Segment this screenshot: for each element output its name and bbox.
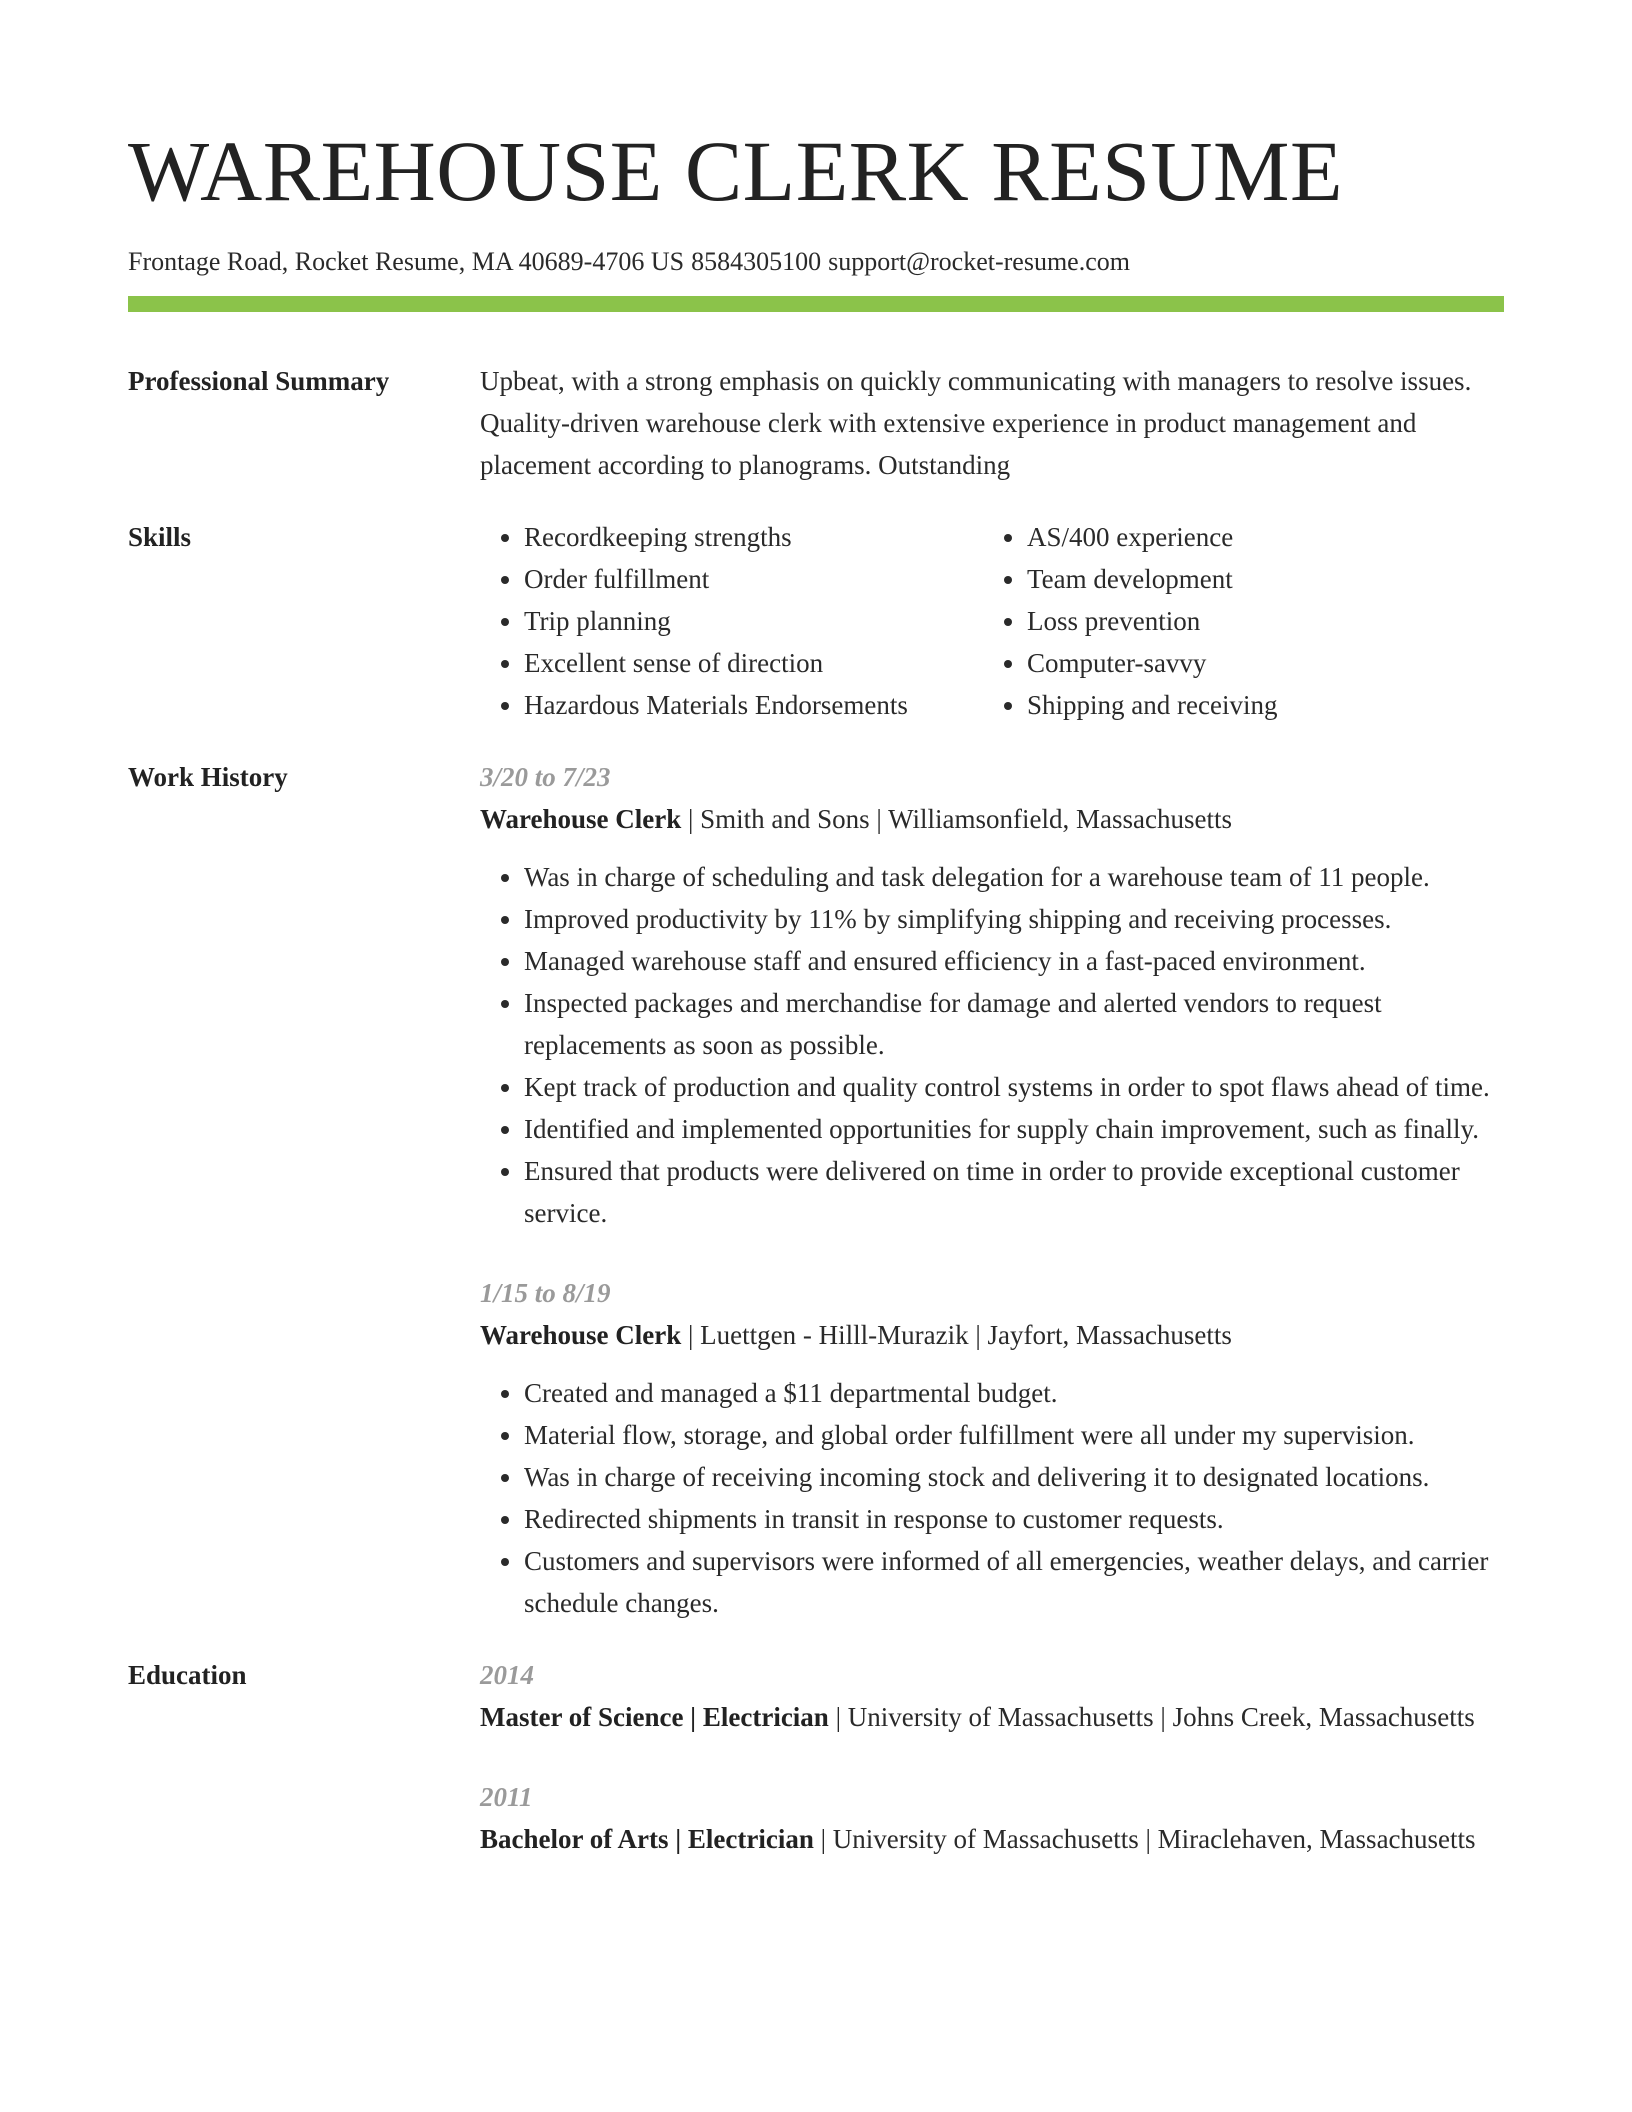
skill-item: • Loss prevention [1027,600,1277,642]
job-title: Warehouse Clerk [480,804,682,834]
job-bullet: • Created and managed a $11 departmental budget. [524,1372,1504,1414]
education-year: 2011 [480,1782,533,1812]
education-list [480,1654,1504,1860]
skill-item: • Team development [1027,558,1277,600]
skills-section [128,516,1504,726]
job-details: | Smith and Sons | Williamsonfield, Massachusetts [681,804,1232,834]
job-bullet: • Ensured that products were delivered on time in order to provide exceptional customer service. [524,1150,1504,1234]
job-bullet: • Managed warehouse staff and ensured efficiency in a fast-paced environment. [524,940,1504,982]
skill-item: • Order fulfillment [524,558,983,600]
work-history-list [480,756,1504,1624]
education-degree: Bachelor of Arts | Electrician [480,1824,814,1854]
education-heading-line [480,1696,1504,1738]
skill-item: • Excellent sense of direction [524,642,983,684]
job-bullet: • Was in charge of receiving incoming stock and delivering it to designated locations. [524,1456,1504,1498]
skill-item: • AS/400 experience [1027,516,1277,558]
work-history-heading: Work History [128,762,288,792]
education-heading: Education [128,1660,247,1690]
education-section [128,1654,1504,1860]
contact-email: support@rocket-resume.com [828,247,1130,276]
job-heading [480,798,1504,840]
job-details: | Luettgen - Hilll-Murazik | Jayfort, Massachusetts [681,1320,1232,1350]
job-bullet: • Kept track of production and quality control systems in order to spot flaws ahead of time. [524,1066,1504,1108]
job-entry [480,756,1504,1234]
job-bullet: • Was in charge of scheduling and task delegation for a warehouse team of 11 people. [524,856,1504,898]
summary-text: Upbeat, with a strong emphasis on quickly communicating with managers to resolve issues. Quality-driven warehouse clerk with extensive experience in product management and placement according to planograms. Outstanding [480,366,1472,480]
job-bullets [480,856,1504,1234]
job-bullet: • Redirected shipments in transit in response to customer requests. [524,1498,1504,1540]
job-bullet: • Inspected packages and merchandise for damage and alerted vendors to request replacements as soon as possible. [524,982,1504,1066]
job-bullet: • Customers and supervisors were informed of all emergencies, weather delays, and carrier schedule changes. [524,1540,1504,1624]
skill-item: • Computer-savvy [1027,642,1277,684]
education-entry [480,1654,1504,1738]
job-bullet: • Identified and implemented opportunities for supply chain improvement, such as finally. [524,1108,1504,1150]
education-entry [480,1776,1504,1860]
skill-item: • Shipping and receiving [1027,684,1277,726]
skill-item: • Recordkeeping strengths [524,516,983,558]
contact-line [128,244,1504,280]
work-history-section [128,756,1504,1624]
job-entry [480,1272,1504,1624]
resume-title: WAREHOUSE CLERK RESUME [128,123,1344,219]
skills-column-2 [983,516,1277,726]
summary-section [128,360,1504,486]
header-divider [128,296,1504,312]
skills-grid [480,516,1504,726]
education-degree: Master of Science | Electrician [480,1702,829,1732]
job-bullet: • Material flow, storage, and global order fulfillment were all under my supervision. [524,1414,1504,1456]
skill-item: • Trip planning [524,600,983,642]
education-details: | University of Massachusetts | Miraclehaven, Massachusetts [813,1824,1476,1854]
skills-heading: Skills [128,522,192,552]
summary-heading: Professional Summary [128,366,390,396]
job-bullets [480,1372,1504,1624]
job-dates: 1/15 to 8/19 [480,1278,611,1308]
education-year: 2014 [480,1660,534,1690]
job-title: Warehouse Clerk [480,1320,682,1350]
job-bullet: • Improved productivity by 11% by simplifying shipping and receiving processes. [524,898,1504,940]
skills-column-1 [480,516,983,726]
education-heading-line [480,1818,1504,1860]
contact-phone: 8584305100 [691,247,822,276]
skill-item: • Hazardous Materials Endorsements [524,684,983,726]
education-details: | University of Massachusetts | Johns Creek, Massachusetts [828,1702,1475,1732]
job-dates: 3/20 to 7/23 [480,762,611,792]
contact-address: Frontage Road, Rocket Resume, MA 40689-4706 US [128,247,685,276]
job-heading [480,1314,1504,1356]
